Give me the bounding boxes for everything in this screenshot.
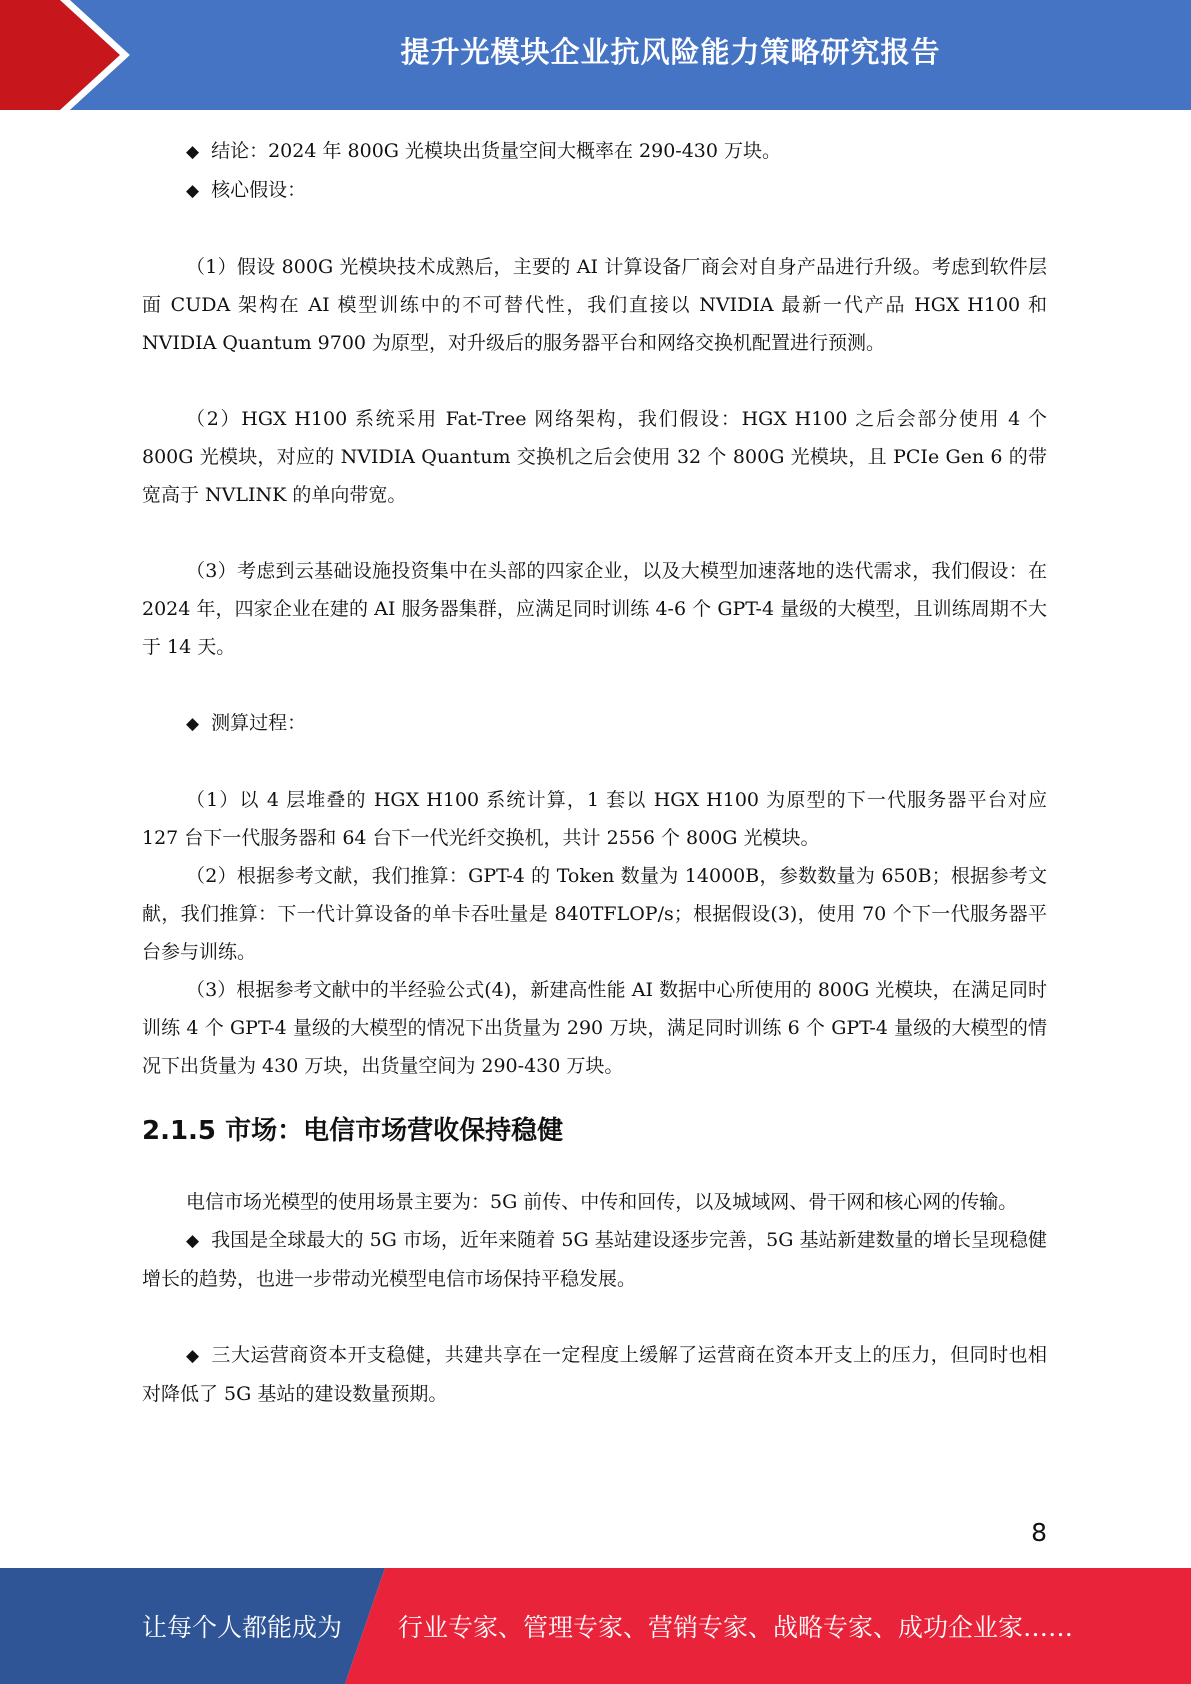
telecom-point-1-text: 我国是全球最大的 5G 市场，近年来随着 5G 基站建设逐步完善，5G 基站新建数量的增长呈现稳健增长的趋势，也进一步带动光模型电信市场保持平稳发展。	[142, 1229, 1048, 1290]
diamond-bullet-icon: ◆	[186, 142, 200, 162]
conclusion-bullet	[142, 132, 1047, 171]
assumptions-label: 核心假设：	[211, 179, 307, 201]
conclusion-text: 结论：2024 年 800G 光模块出货量空间大概率在 290-430 万块。	[211, 140, 782, 162]
process-paragraph-1: （1）以 4 层堆叠的 HGX H100 系统计算，1 套以 HGX H100 为原型的下一代服务器平台对应 127 台下一代服务器和 64 台下一代光纤交换机，共计 2556 个 800G 光模块。	[142, 789, 1047, 849]
report-title: 提升光模块企业抗风险能力策略研究报告	[400, 34, 941, 69]
telecom-intro-paragraph: 电信市场光模型的使用场景主要为：5G 前传、中传和回传，以及城域网、骨干网和核心网的传输。	[186, 1191, 1018, 1213]
assumption-paragraph-3: （3）考虑到云基础设施投资集中在头部的四家企业，以及大模型加速落地的迭代需求，我们假设：在 2024 年，四家企业在建的 AI 服务器集群，应满足同时训练 4-6 个 GPT-4 量级的大模型，且训练周期不大于 14 天。	[142, 560, 1047, 658]
telecom-point-1	[142, 1221, 1047, 1298]
page-number: 8	[1031, 1518, 1047, 1547]
assumption-paragraph-1: （1）假设 800G 光模块技术成熟后，主要的 AI 计算设备厂商会对自身产品进行升级。考虑到软件层面 CUDA 架构在 AI 模型训练中的不可替代性，我们直接以 NVIDIA 最新一代产品 HGX H100 和 NVIDIA Quantum 9700 为原型，对升级后的服务器平台和网络交换机配置进行预测。	[142, 256, 1047, 354]
telecom-point-2	[142, 1336, 1047, 1413]
page-footer	[0, 1568, 1191, 1684]
process-paragraph-3: （3）根据参考文献中的半经验公式(4)，新建高性能 AI 数据中心所使用的 800G 光模块，在满足同时训练 4 个 GPT-4 量级的大模型的情况下出货量为 290 万块，满足同时训练 6 个 GPT-4 量级的大模型的情况下出货量为 430 万块，出货量空间为 290-430 万块。	[142, 979, 1047, 1077]
section-heading: 2.1.5 市场：电信市场营收保持稳健	[142, 1116, 564, 1146]
diamond-bullet-icon: ◆	[186, 1231, 200, 1251]
assumption-paragraph-2: （2）HGX H100 系统采用 Fat-Tree 网络架构，我们假设：HGX H100 之后会部分使用 4 个 800G 光模块，对应的 NVIDIA Quantum 交换机之后会使用 32 个 800G 光模块，且 PCIe Gen 6 的带宽高于 NVLINK 的单向带宽。	[142, 408, 1047, 506]
process-label: 测算过程：	[211, 712, 307, 734]
document-body	[142, 132, 1047, 1413]
diamond-bullet-icon: ◆	[186, 714, 200, 734]
process-paragraph-2: （2）根据参考文献，我们推算：GPT-4 的 Token 数量为 14000B，参数数量为 650B；根据参考文献，我们推算：下一代计算设备的单卡吞吐量是 840TFLOP/s；根据假设(3)，使用 70 个下一代服务器平台参与训练。	[142, 865, 1047, 963]
footer-slogan-left: 让每个人都能成为	[142, 1613, 343, 1642]
page-header	[0, 0, 1191, 110]
diamond-bullet-icon: ◆	[186, 181, 200, 201]
process-bullet	[142, 704, 1047, 743]
footer-slogan-right: 行业专家、管理专家、营销专家、战略专家、成功企业家……	[398, 1613, 1074, 1642]
assumptions-bullet	[142, 171, 1047, 210]
telecom-point-2-text: 三大运营商资本开支稳健，共建共享在一定程度上缓解了运营商在资本开支上的压力，但同时也相对降低了 5G 基站的建设数量预期。	[142, 1344, 1047, 1405]
header-red-arrow	[0, 0, 120, 110]
diamond-bullet-icon: ◆	[186, 1346, 200, 1366]
